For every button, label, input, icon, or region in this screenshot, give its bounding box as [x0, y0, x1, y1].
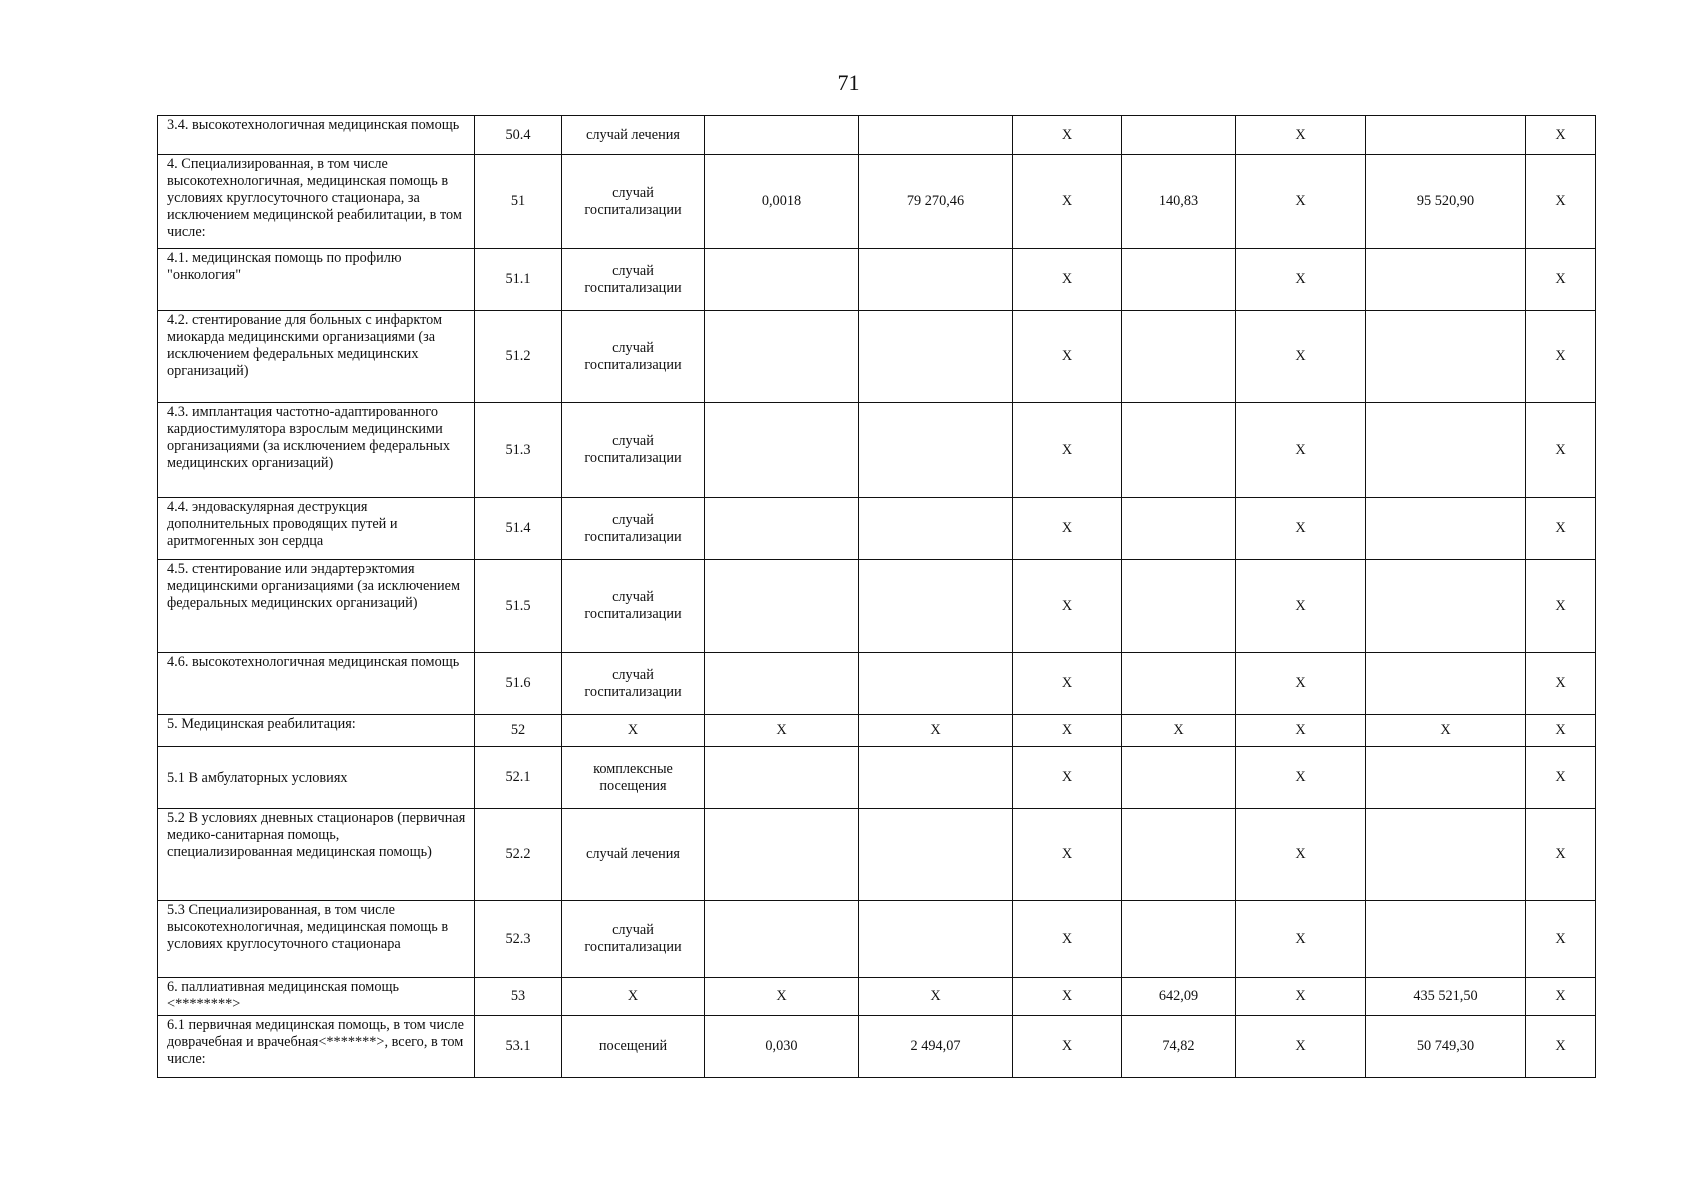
row-number-cell: 51.3: [475, 403, 562, 498]
table-row: [158, 809, 1596, 901]
col7-cell: [1122, 653, 1236, 715]
col7-cell: [1122, 901, 1236, 978]
col8-cell: X: [1236, 747, 1366, 809]
col9-cell: [1366, 116, 1526, 155]
col7-cell: [1122, 747, 1236, 809]
col10-cell: X: [1526, 249, 1596, 311]
unit-cell: случай госпитализации: [562, 155, 705, 249]
row-number-cell: 52: [475, 715, 562, 747]
col7-cell: [1122, 249, 1236, 311]
data-table: [157, 115, 1596, 1078]
cost-cell: [859, 498, 1013, 560]
volume-cell: [705, 403, 859, 498]
table-body: [158, 116, 1596, 1078]
col9-cell: 95 520,90: [1366, 155, 1526, 249]
col7-cell: [1122, 116, 1236, 155]
unit-cell: X: [562, 978, 705, 1016]
col10-cell: X: [1526, 560, 1596, 653]
volume-cell: [705, 311, 859, 403]
col9-cell: X: [1366, 715, 1526, 747]
col10-cell: X: [1526, 116, 1596, 155]
row-name-cell: 6. паллиативная медицинская помощь <********>: [158, 978, 475, 1016]
col6-cell: X: [1013, 403, 1122, 498]
table-row: [158, 653, 1596, 715]
table-row: [158, 715, 1596, 747]
col9-cell: [1366, 747, 1526, 809]
row-name-cell: 4.3. имплантация частотно-адаптированного кардиостимулятора взрослым медицинскими организациями (за исключением федеральных медицинских организаций): [158, 403, 475, 498]
unit-cell: случай госпитализации: [562, 560, 705, 653]
row-number-cell: 50.4: [475, 116, 562, 155]
cost-cell: [859, 403, 1013, 498]
col10-cell: X: [1526, 901, 1596, 978]
col6-cell: X: [1013, 715, 1122, 747]
col8-cell: X: [1236, 653, 1366, 715]
col7-cell: [1122, 403, 1236, 498]
col9-cell: [1366, 653, 1526, 715]
table-row: [158, 249, 1596, 311]
col9-cell: [1366, 560, 1526, 653]
table-row: [158, 560, 1596, 653]
col8-cell: X: [1236, 403, 1366, 498]
col6-cell: X: [1013, 747, 1122, 809]
row-name-cell: 5.2 В условиях дневных стационаров (первичная медико-санитарная помощь, специализированная медицинская помощь): [158, 809, 475, 901]
row-name-cell: 3.4. высокотехнологичная медицинская помощь: [158, 116, 475, 155]
unit-cell: случай госпитализации: [562, 249, 705, 311]
col7-cell: 140,83: [1122, 155, 1236, 249]
volume-cell: [705, 498, 859, 560]
col8-cell: X: [1236, 116, 1366, 155]
page-number: 71: [837, 70, 860, 95]
col6-cell: X: [1013, 560, 1122, 653]
col8-cell: X: [1236, 715, 1366, 747]
col6-cell: X: [1013, 653, 1122, 715]
cost-cell: 2 494,07: [859, 1016, 1013, 1078]
col6-cell: X: [1013, 1016, 1122, 1078]
volume-cell: X: [705, 978, 859, 1016]
col8-cell: X: [1236, 311, 1366, 403]
col9-cell: [1366, 311, 1526, 403]
table-row: [158, 747, 1596, 809]
col10-cell: X: [1526, 978, 1596, 1016]
cost-cell: X: [859, 978, 1013, 1016]
cost-cell: [859, 901, 1013, 978]
col8-cell: X: [1236, 978, 1366, 1016]
row-number-cell: 53.1: [475, 1016, 562, 1078]
col9-cell: [1366, 249, 1526, 311]
row-number-cell: 52.3: [475, 901, 562, 978]
col6-cell: X: [1013, 809, 1122, 901]
col10-cell: X: [1526, 809, 1596, 901]
col8-cell: X: [1236, 809, 1366, 901]
row-name-cell: 4.4. эндоваскулярная деструкция дополнительных проводящих путей и аритмогенных зон сердца: [158, 498, 475, 560]
col6-cell: X: [1013, 498, 1122, 560]
col10-cell: X: [1526, 653, 1596, 715]
col7-cell: 74,82: [1122, 1016, 1236, 1078]
unit-cell: случай госпитализации: [562, 901, 705, 978]
volume-cell: [705, 560, 859, 653]
cost-cell: [859, 653, 1013, 715]
col7-cell: X: [1122, 715, 1236, 747]
volume-cell: 0,0018: [705, 155, 859, 249]
row-name-cell: 5. Медицинская реабилитация:: [158, 715, 475, 747]
row-name-cell: 6.1 первичная медицинская помощь, в том числе доврачебная и врачебная<*******>, всего, в том числе:: [158, 1016, 475, 1078]
table-row: [158, 311, 1596, 403]
unit-cell: случай госпитализации: [562, 653, 705, 715]
row-name-cell: 4.1. медицинская помощь по профилю "онкология": [158, 249, 475, 311]
unit-cell: X: [562, 715, 705, 747]
col7-cell: [1122, 809, 1236, 901]
row-number-cell: 51.1: [475, 249, 562, 311]
col9-cell: [1366, 403, 1526, 498]
col6-cell: X: [1013, 155, 1122, 249]
unit-cell: посещений: [562, 1016, 705, 1078]
col6-cell: X: [1013, 116, 1122, 155]
cost-cell: [859, 747, 1013, 809]
col9-cell: [1366, 809, 1526, 901]
cost-cell: X: [859, 715, 1013, 747]
cost-cell: [859, 809, 1013, 901]
row-number-cell: 51: [475, 155, 562, 249]
table-row: [158, 116, 1596, 155]
col9-cell: 50 749,30: [1366, 1016, 1526, 1078]
row-number-cell: 51.6: [475, 653, 562, 715]
col8-cell: X: [1236, 901, 1366, 978]
col10-cell: X: [1526, 155, 1596, 249]
cost-cell: [859, 116, 1013, 155]
volume-cell: 0,030: [705, 1016, 859, 1078]
unit-cell: случай лечения: [562, 116, 705, 155]
row-number-cell: 51.5: [475, 560, 562, 653]
col10-cell: X: [1526, 498, 1596, 560]
cost-cell: [859, 560, 1013, 653]
row-number-cell: 52.1: [475, 747, 562, 809]
col8-cell: X: [1236, 249, 1366, 311]
cost-cell: 79 270,46: [859, 155, 1013, 249]
col9-cell: [1366, 498, 1526, 560]
col6-cell: X: [1013, 978, 1122, 1016]
row-name-cell: 4.5. стентирование или эндартерэктомия медицинскими организациями (за исключением федеральных медицинских организаций): [158, 560, 475, 653]
row-name-cell: 4. Специализированная, в том числе высокотехнологичная, медицинская помощь в условиях круглосуточного стационара, за исключением медицинской реабилитации, в том числе:: [158, 155, 475, 249]
row-name-cell: 4.6. высокотехнологичная медицинская помощь: [158, 653, 475, 715]
col7-cell: [1122, 498, 1236, 560]
volume-cell: [705, 747, 859, 809]
unit-cell: случай лечения: [562, 809, 705, 901]
col7-cell: [1122, 311, 1236, 403]
col10-cell: X: [1526, 715, 1596, 747]
row-name-cell: 5.1 В амбулаторных условиях: [158, 747, 475, 809]
volume-cell: [705, 116, 859, 155]
table-row: [158, 498, 1596, 560]
col8-cell: X: [1236, 498, 1366, 560]
cost-cell: [859, 249, 1013, 311]
unit-cell: комплексные посещения: [562, 747, 705, 809]
table-row: [158, 1016, 1596, 1078]
col6-cell: X: [1013, 901, 1122, 978]
col8-cell: X: [1236, 1016, 1366, 1078]
col10-cell: X: [1526, 747, 1596, 809]
row-number-cell: 52.2: [475, 809, 562, 901]
unit-cell: случай госпитализации: [562, 403, 705, 498]
col10-cell: X: [1526, 403, 1596, 498]
volume-cell: [705, 653, 859, 715]
col10-cell: X: [1526, 1016, 1596, 1078]
volume-cell: [705, 901, 859, 978]
row-number-cell: 53: [475, 978, 562, 1016]
col8-cell: X: [1236, 560, 1366, 653]
row-number-cell: 51.2: [475, 311, 562, 403]
cost-cell: [859, 311, 1013, 403]
col9-cell: [1366, 901, 1526, 978]
col7-cell: [1122, 560, 1236, 653]
col9-cell: 435 521,50: [1366, 978, 1526, 1016]
col10-cell: X: [1526, 311, 1596, 403]
col7-cell: 642,09: [1122, 978, 1236, 1016]
volume-cell: [705, 249, 859, 311]
unit-cell: случай госпитализации: [562, 311, 705, 403]
col8-cell: X: [1236, 155, 1366, 249]
table-row: [158, 901, 1596, 978]
row-name-cell: 5.3 Специализированная, в том числе высокотехнологичная, медицинская помощь в условиях круглосуточного стационара: [158, 901, 475, 978]
table-row: [158, 155, 1596, 249]
table-row: [158, 978, 1596, 1016]
volume-cell: X: [705, 715, 859, 747]
unit-cell: случай госпитализации: [562, 498, 705, 560]
col6-cell: X: [1013, 311, 1122, 403]
row-number-cell: 51.4: [475, 498, 562, 560]
col6-cell: X: [1013, 249, 1122, 311]
volume-cell: [705, 809, 859, 901]
table-row: [158, 403, 1596, 498]
row-name-cell: 4.2. стентирование для больных с инфарктом миокарда медицинскими организациями (за исключением федеральных медицинских организаций): [158, 311, 475, 403]
